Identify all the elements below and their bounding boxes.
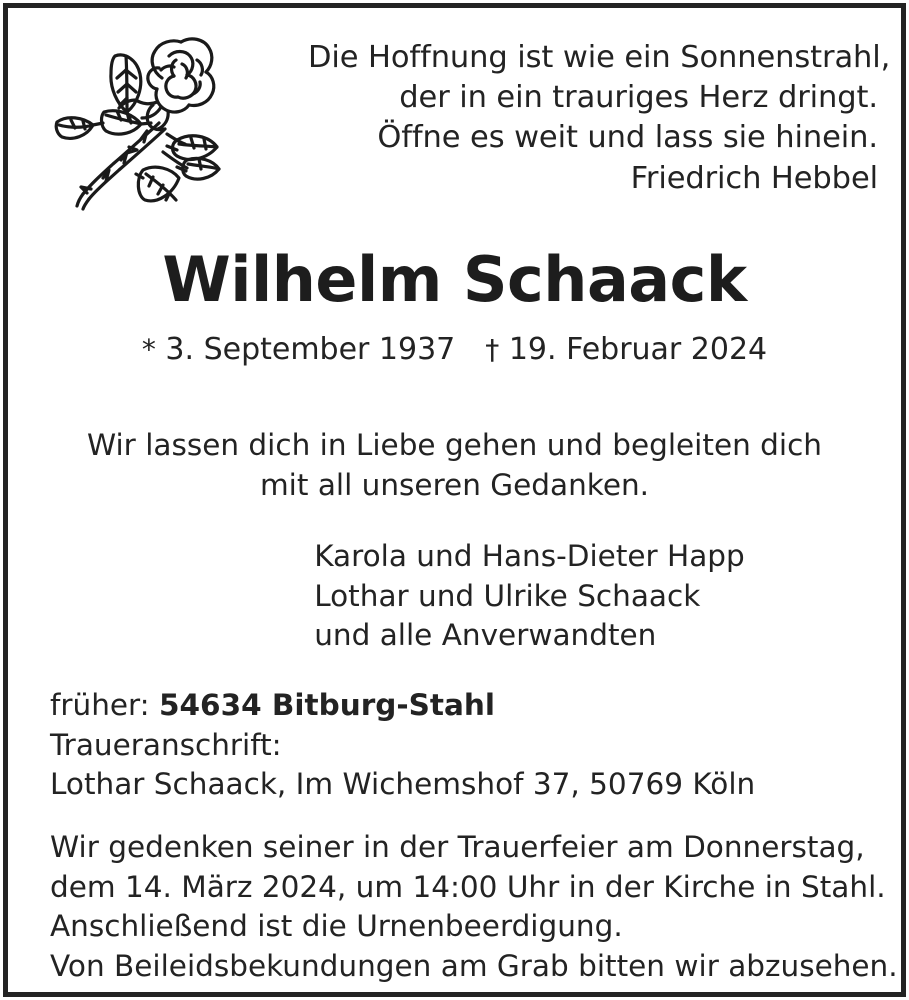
quote-line-1: Die Hoffnung ist wie ein Sonnenstrahl, [308,40,891,75]
quote-author: Friedrich Hebbel [630,161,878,196]
service-line-4: Von Beileidsbekundungen am Grab bitten wir abzusehen. [50,948,898,983]
birth-date [142,332,455,367]
survivor-line-3: und alle Anverwandten [314,618,657,652]
funeral-service-info [50,828,898,986]
service-line-3: Anschließend ist die Urnenbeerdigung. [50,909,623,943]
farewell-message [8,425,901,505]
birth-date-value: 3. September 1937 [165,332,456,367]
former-residence-label: früher: [50,688,159,722]
cross-symbol-icon: † [485,333,500,366]
deceased-name-block [8,244,901,316]
mourning-address-value: Lothar Schaack, Im Wichemshof 37, 50769 Köln [50,767,756,801]
notice-frame [3,3,906,997]
service-line-2: dem 14. März 2024, um 14:00 Uhr in der Kirche in Stahl. [50,869,886,904]
deceased-name: Wilhelm Schaack [162,243,747,316]
survivor-line-2: Lothar und Ulrike Schaack [314,578,701,613]
message-line-2: mit all unseren Gedanken. [259,468,650,502]
memorial-quote [308,38,891,199]
former-residence-line [50,686,755,726]
mourning-address-label: Traueranschrift: [50,727,282,762]
quote-line-3: Öffne es weit und lass sie hinein. [377,120,878,155]
death-date [485,332,767,367]
death-date-value: 19. Februar 2024 [508,332,768,367]
former-residence-place: 54634 Bitburg-Stahl [158,688,495,722]
quote-line-2: der in ein trauriges Herz dringt. [399,80,878,115]
service-line-1: Wir gedenken seiner in der Trauerfeier am Donnerstag, [50,830,865,864]
survivors-list [8,537,901,656]
address-block [50,686,755,805]
life-dates [8,330,901,370]
rose-icon [41,26,231,216]
survivors-inner [314,537,745,656]
message-line-1: Wir lassen dich in Liebe gehen und begleiten dich [86,428,823,462]
birth-symbol-icon: * [141,333,156,366]
survivor-line-1: Karola und Hans-Dieter Happ [314,539,745,573]
